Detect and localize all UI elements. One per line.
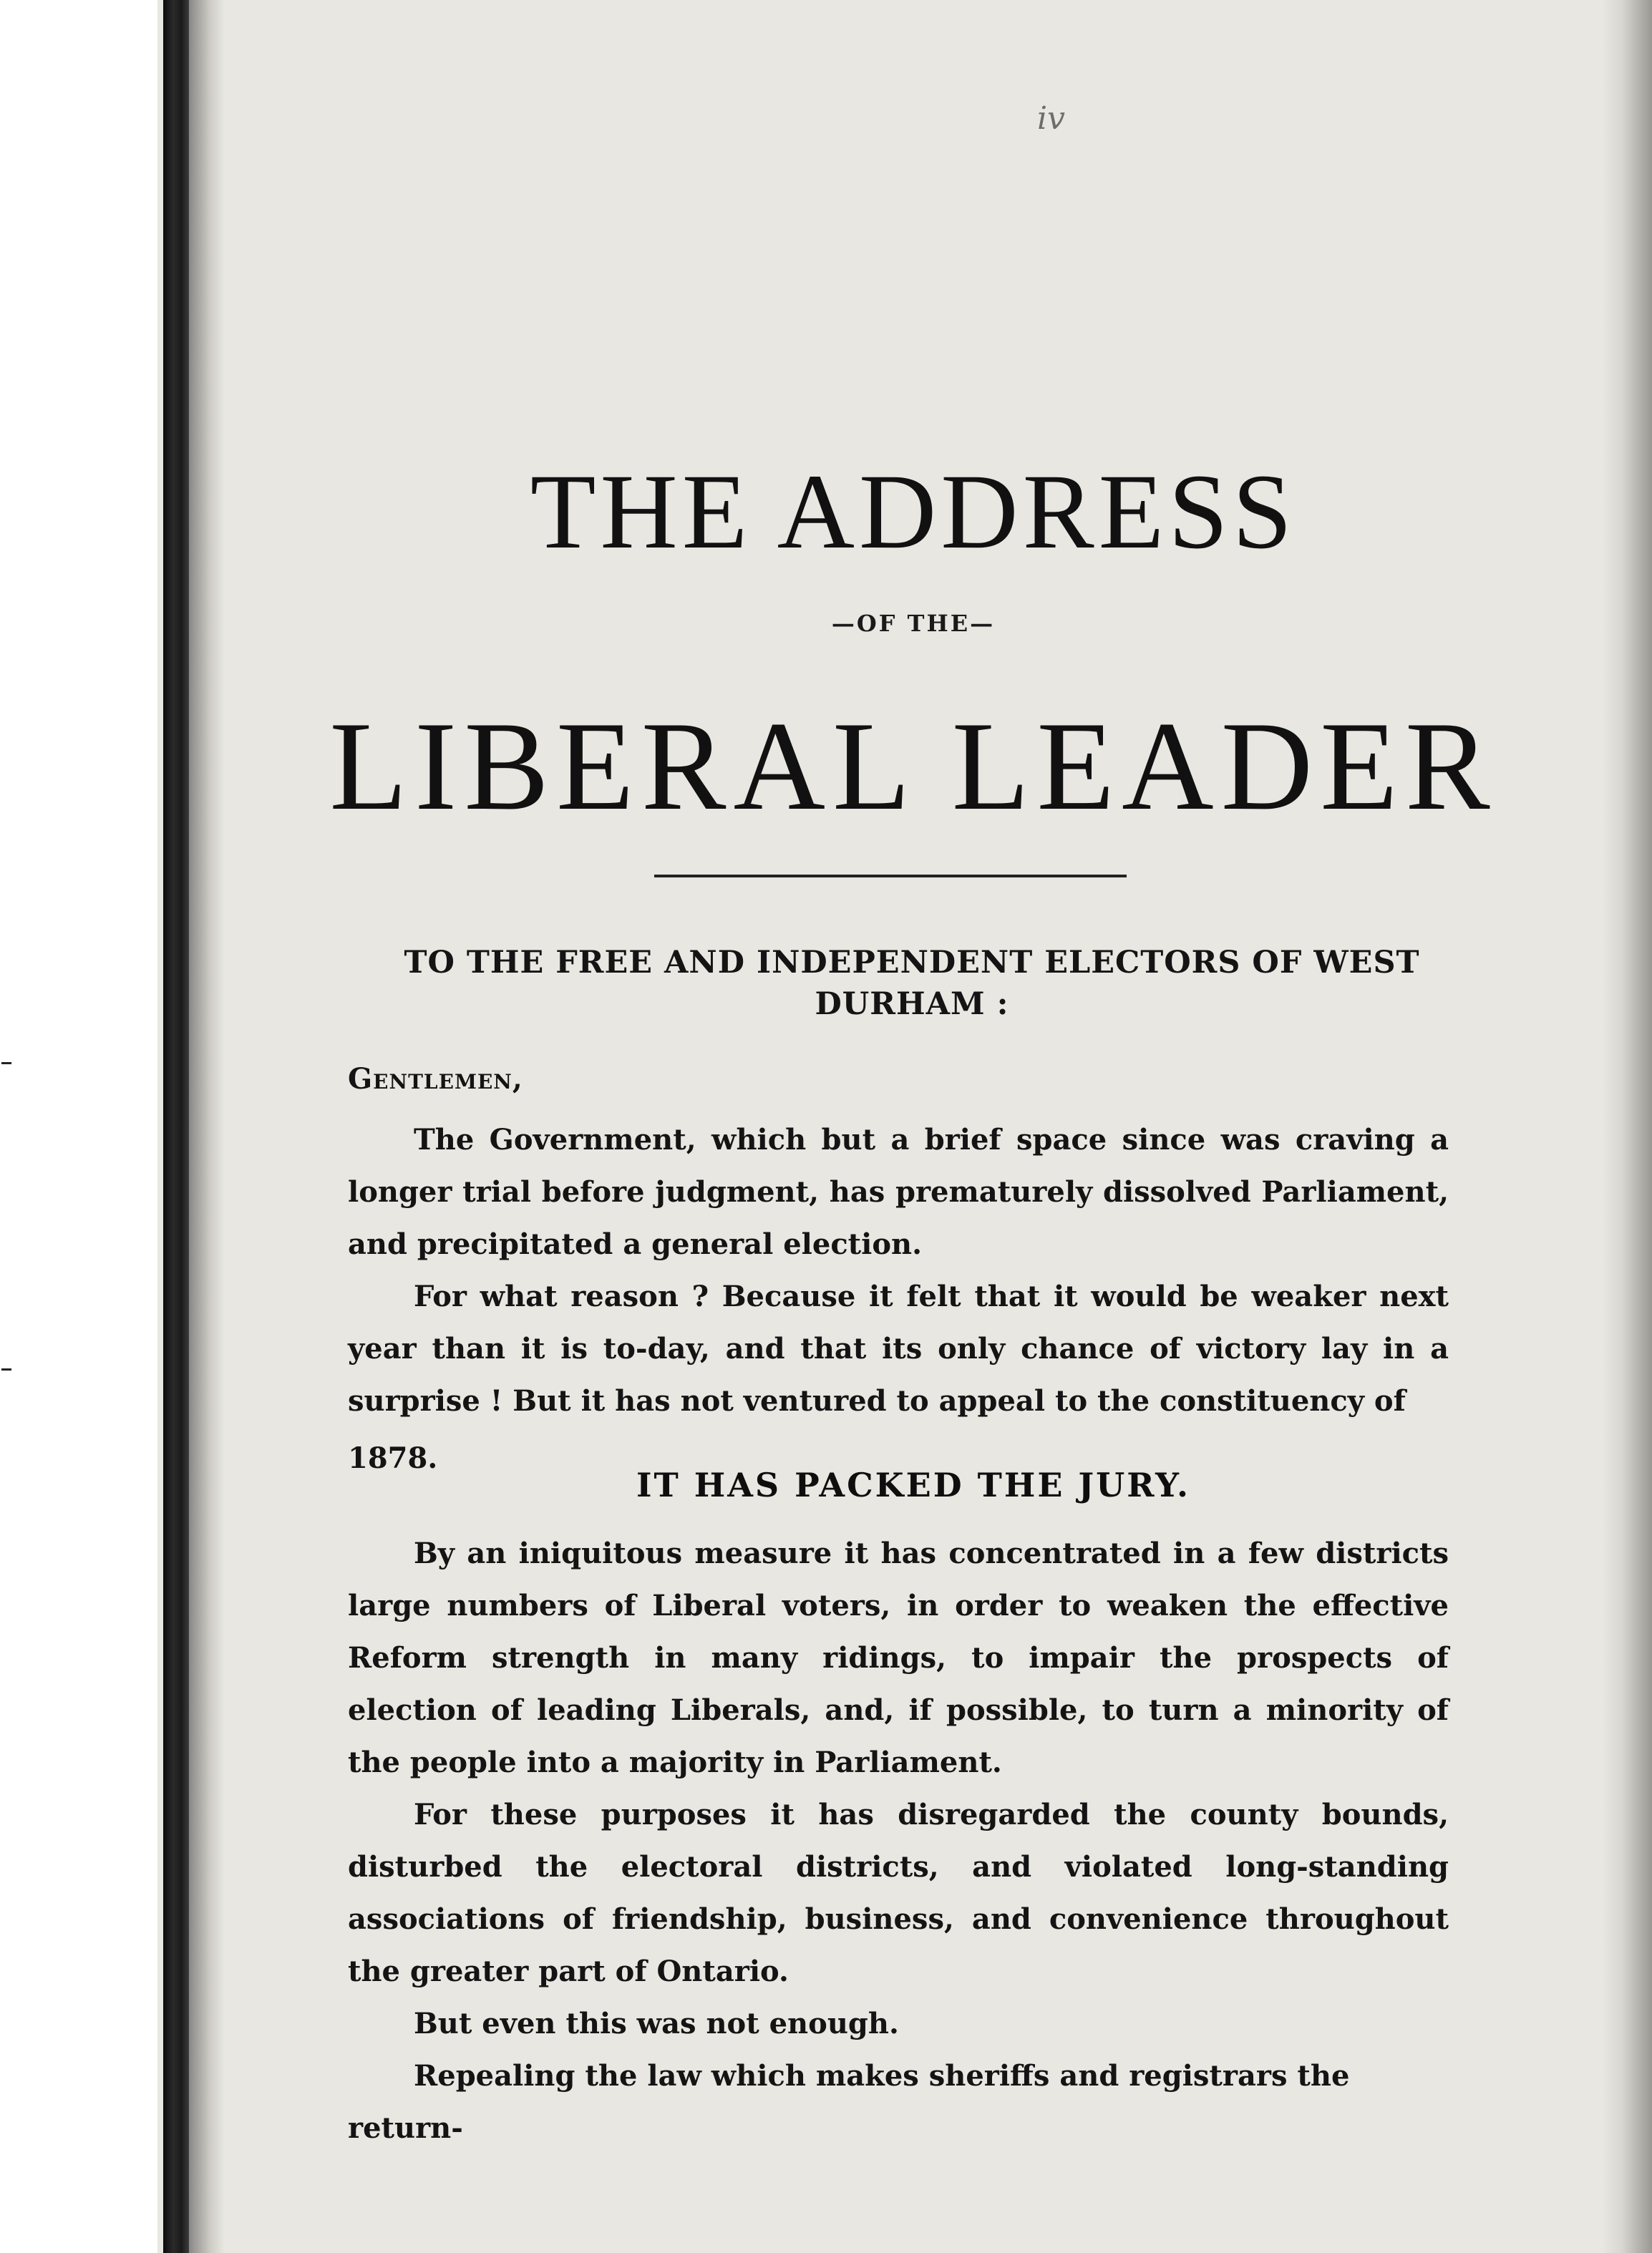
page-number: iv	[1037, 100, 1065, 137]
title-divider-rule	[654, 875, 1127, 877]
scan-left-margin	[0, 0, 157, 2253]
title-the-address: THE ADDRESS	[530, 452, 1297, 571]
paragraph: But even this was not enough.	[414, 2007, 899, 2040]
title-of-the: —OF THE—	[831, 610, 996, 637]
paragraph: For what reason ? Because it felt that it would be weaker next year than it is to-day, and that its only chance of victory lay in a surprise ! But it has not ventured to appeal to the constituency of	[348, 1280, 1449, 1418]
margin-mark	[1, 1368, 11, 1371]
document-page	[225, 0, 1602, 2253]
title-liberal-leader: LIBERAL LEADER	[329, 695, 1497, 837]
paragraph: The Government, which but a brief space since was craving a longer trial before judgment, has prematurely dissolved Parliament, and precipitated a general election.	[348, 1123, 1449, 1261]
book-binding-edge	[163, 0, 189, 2253]
page-right-edge	[1602, 0, 1652, 2253]
intro-paragraphs	[348, 1114, 1449, 1427]
year-fragment: 1878.	[348, 1441, 438, 1475]
address-to-electors: TO THE FREE AND INDEPENDENT ELECTORS OF WEST DURHAM :	[404, 945, 1420, 1022]
salutation: Gentlemen,	[348, 1062, 523, 1096]
bleed-through-texture	[311, 165, 1556, 216]
paragraph: Repealing the law which makes sheriffs and registrars the return-	[348, 2059, 1350, 2145]
margin-mark	[1, 1062, 11, 1064]
binding-shadow	[189, 0, 225, 2253]
paragraph: For these purposes it has disregarded the county bounds, disturbed the electoral districts, and violated long-standing associations of friendship, business, and convenience throughout the greater part of Ontario.	[348, 1798, 1449, 1988]
paragraph: By an iniquitous measure it has concentrated in a few districts large numbers of Liberal voters, in order to weaken the effective Reform strength in many ridings, to impair the prospects of election of leading Liberals, and, if possible, to turn a minority of the people into a majority in Parliament.	[348, 1537, 1449, 1779]
section-heading: IT HAS PACKED THE JURY.	[636, 1466, 1191, 1504]
main-paragraphs	[348, 1527, 1449, 2154]
